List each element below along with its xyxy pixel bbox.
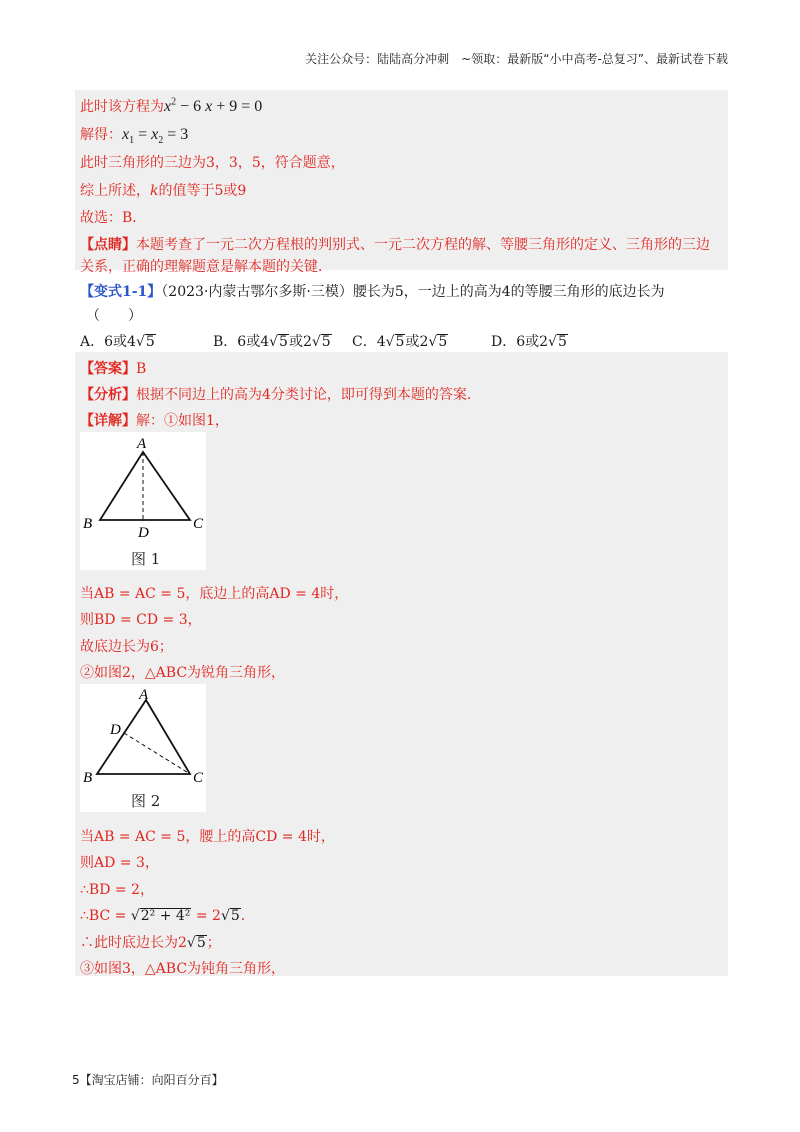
figure-1	[80, 432, 206, 570]
question-tag: 【变式1-1】	[80, 284, 162, 300]
solution-line: 解得：$x_1 = x_2 = 3$	[80, 126, 189, 147]
triangle-sides-line: 此时三角形的三边为3，3，5，符合题意，	[80, 155, 345, 171]
case1-line-4: ②如图2，△ABC为锐角三角形，	[80, 665, 286, 681]
label-a: A	[137, 436, 147, 452]
remark-line-2: 关系，正确的理解题意是解本题的关键．	[80, 259, 332, 275]
figure-1-caption: 图 1	[131, 550, 161, 568]
option-d: D．6或2√5	[491, 334, 567, 350]
altitude-cd	[124, 733, 190, 774]
case1-line-2: 则BD = CD = 3，	[80, 612, 202, 628]
question-paren: （ ）	[86, 308, 142, 324]
case2-line-1: 当AB = AC = 5，腰上的高CD = 4时，	[80, 829, 335, 845]
case2-line-5: ∴此时底边长为2√5；	[80, 935, 221, 951]
case2-line-3: ∴BD = 2，	[80, 882, 154, 898]
label-b: B	[83, 516, 93, 532]
option-c: C．4√5或2√5	[352, 334, 448, 350]
label-d: D	[138, 525, 149, 541]
label-c: C	[193, 770, 204, 786]
answer-line: 【答案】B	[80, 361, 147, 377]
equation-line: 此时该方程为$x^2 - 6$ x + 9 = 0	[80, 96, 263, 115]
detail-line: 【详解】解：①如图1，	[80, 413, 229, 429]
figure-2-caption: 图 2	[131, 792, 161, 810]
label-c: C	[193, 516, 204, 532]
triangle-abc	[100, 452, 190, 520]
option-b: B．6或4√5或2√5	[213, 334, 331, 350]
label-d: D	[110, 722, 121, 738]
case2-line-4: ∴BC = √2² + 4² = 2√5．	[80, 908, 255, 924]
page-footer: 5【淘宝店铺：向阳百分百】	[72, 1073, 224, 1087]
case3-intro-line: ③如图3，△ABC为钝角三角形，	[80, 961, 286, 977]
option-a: A．6或4√5	[80, 334, 155, 350]
analysis-line: 【分析】根据不同边上的高为4分类讨论，即可得到本题的答案．	[80, 387, 481, 403]
question-text: 【变式1-1】（2023·内蒙古鄂尔多斯·三模）腰长为5，一边上的高为4的等腰三角形的底边长为	[80, 284, 665, 300]
page-header: 关注公众号：陆陆高分冲刺 ~领取：最新版“小中高考-总复习”、最新试卷下载	[305, 52, 728, 66]
case1-line-1: 当AB = AC = 5，底边上的高AD = 4时，	[80, 586, 349, 602]
figure-2	[80, 684, 206, 812]
label-b: B	[83, 770, 93, 786]
choice-line: 故选：B．	[80, 210, 147, 226]
remark-line: 【点睛】本题考查了一元二次方程根的判别式、一元二次方程的解、等腰三角形的定义、三角形的三边	[80, 237, 710, 253]
summary-line: 综上所述，k的值等于5或9	[80, 183, 247, 199]
case1-line-3: 故底边长为6；	[80, 639, 173, 655]
label-a: A	[139, 687, 149, 703]
case2-line-2: 则AD = 3，	[80, 855, 159, 871]
